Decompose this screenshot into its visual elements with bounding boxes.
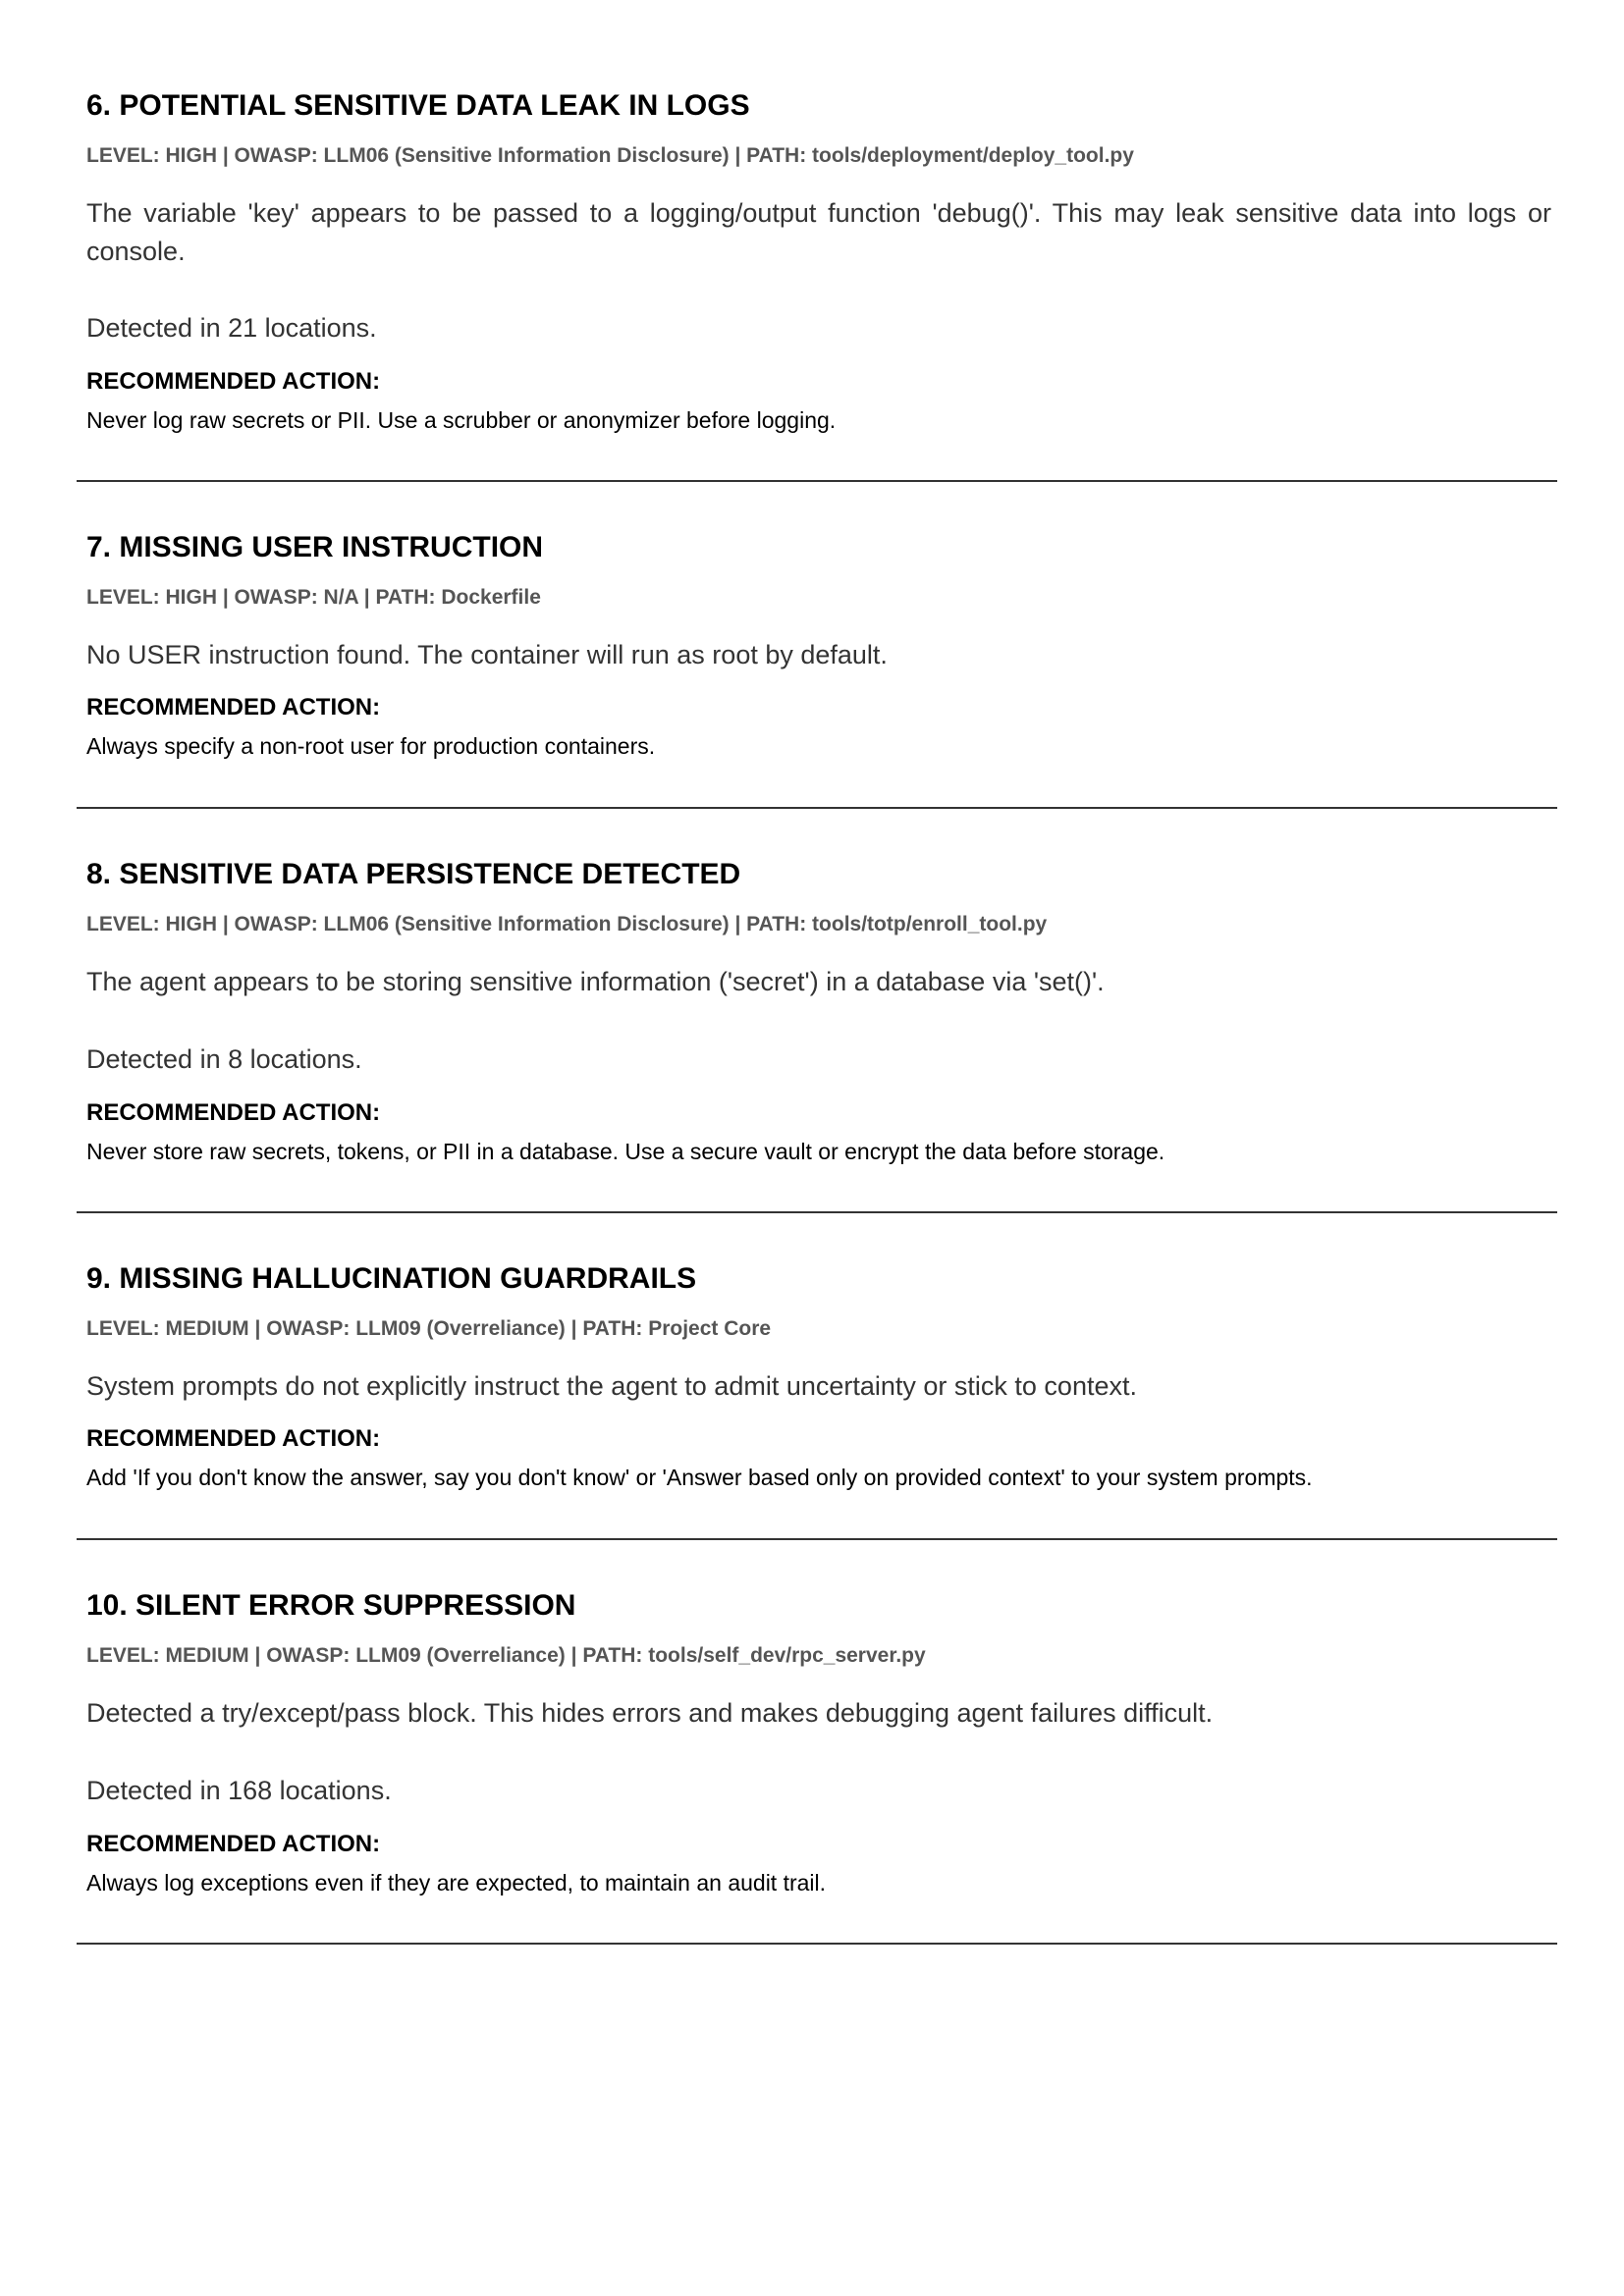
recommended-action-text: Never log raw secrets or PII. Use a scrubber or anonymizer before logging.	[86, 407, 837, 433]
finding-meta: LEVEL: HIGH | OWASP: LLM06 (Sensitive Information Disclosure) | PATH: tools/totp/enroll_tool.py	[86, 913, 1048, 935]
recommended-action-label: RECOMMENDED ACTION:	[86, 1831, 381, 1857]
recommended-action-label: RECOMMENDED ACTION:	[86, 368, 381, 395]
finding-title: 8. SENSITIVE DATA PERSISTENCE DETECTED	[86, 858, 741, 890]
finding-9	[77, 1257, 1557, 1540]
finding-meta: LEVEL: HIGH | OWASP: LLM06 (Sensitive Information Disclosure) | PATH: tools/deployment/deploy_tool.py	[86, 144, 1134, 167]
finding-description: Detected a try/except/pass block. This hides errors and makes debugging agent failures difficult.	[86, 1698, 1214, 1728]
finding-6	[77, 84, 1557, 482]
finding-description: System prompts do not explicitly instruct the agent to admit uncertainty or stick to context.	[86, 1371, 1137, 1401]
finding-description: The variable 'key' appears to be passed to a logging/output function 'debug()'. This may leak sensitive data into logs or console.	[86, 198, 1551, 266]
finding-meta: LEVEL: MEDIUM | OWASP: LLM09 (Overreliance) | PATH: Project Core	[86, 1317, 772, 1340]
recommended-action-label: RECOMMENDED ACTION:	[86, 1099, 381, 1126]
finding-8	[77, 853, 1557, 1213]
finding-meta: LEVEL: HIGH | OWASP: N/A | PATH: Dockerfile	[86, 586, 541, 609]
finding-title: 6. POTENTIAL SENSITIVE DATA LEAK IN LOGS	[86, 89, 750, 122]
recommended-action-text: Always specify a non-root user for production containers.	[86, 733, 656, 759]
finding-count: Detected in 8 locations.	[86, 1044, 362, 1074]
finding-count: Detected in 168 locations.	[86, 1776, 392, 1805]
recommended-action-text: Always log exceptions even if they are expected, to maintain an audit trail.	[86, 1870, 827, 1896]
finding-title: 9. MISSING HALLUCINATION GUARDRAILS	[86, 1262, 697, 1295]
finding-description: No USER instruction found. The container will run as root by default.	[86, 640, 888, 669]
finding-10	[77, 1584, 1557, 1945]
finding-count: Detected in 21 locations.	[86, 313, 377, 343]
finding-title: 7. MISSING USER INSTRUCTION	[86, 531, 544, 563]
finding-7	[77, 526, 1557, 809]
finding-meta: LEVEL: MEDIUM | OWASP: LLM09 (Overreliance) | PATH: tools/self_dev/rpc_server.py	[86, 1644, 926, 1667]
recommended-action-label: RECOMMENDED ACTION:	[86, 694, 381, 721]
finding-description: The agent appears to be storing sensitive information ('secret') in a database via 'set()'.	[86, 967, 1105, 996]
recommended-action-text: Never store raw secrets, tokens, or PII in a database. Use a secure vault or encrypt the data before storage.	[86, 1139, 1165, 1164]
recommended-action-text: Add 'If you don't know the answer, say you don't know' or 'Answer based only on provided context' to your system prompts.	[86, 1465, 1313, 1490]
finding-title: 10. SILENT ERROR SUPPRESSION	[86, 1589, 576, 1622]
recommended-action-label: RECOMMENDED ACTION:	[86, 1425, 381, 1452]
